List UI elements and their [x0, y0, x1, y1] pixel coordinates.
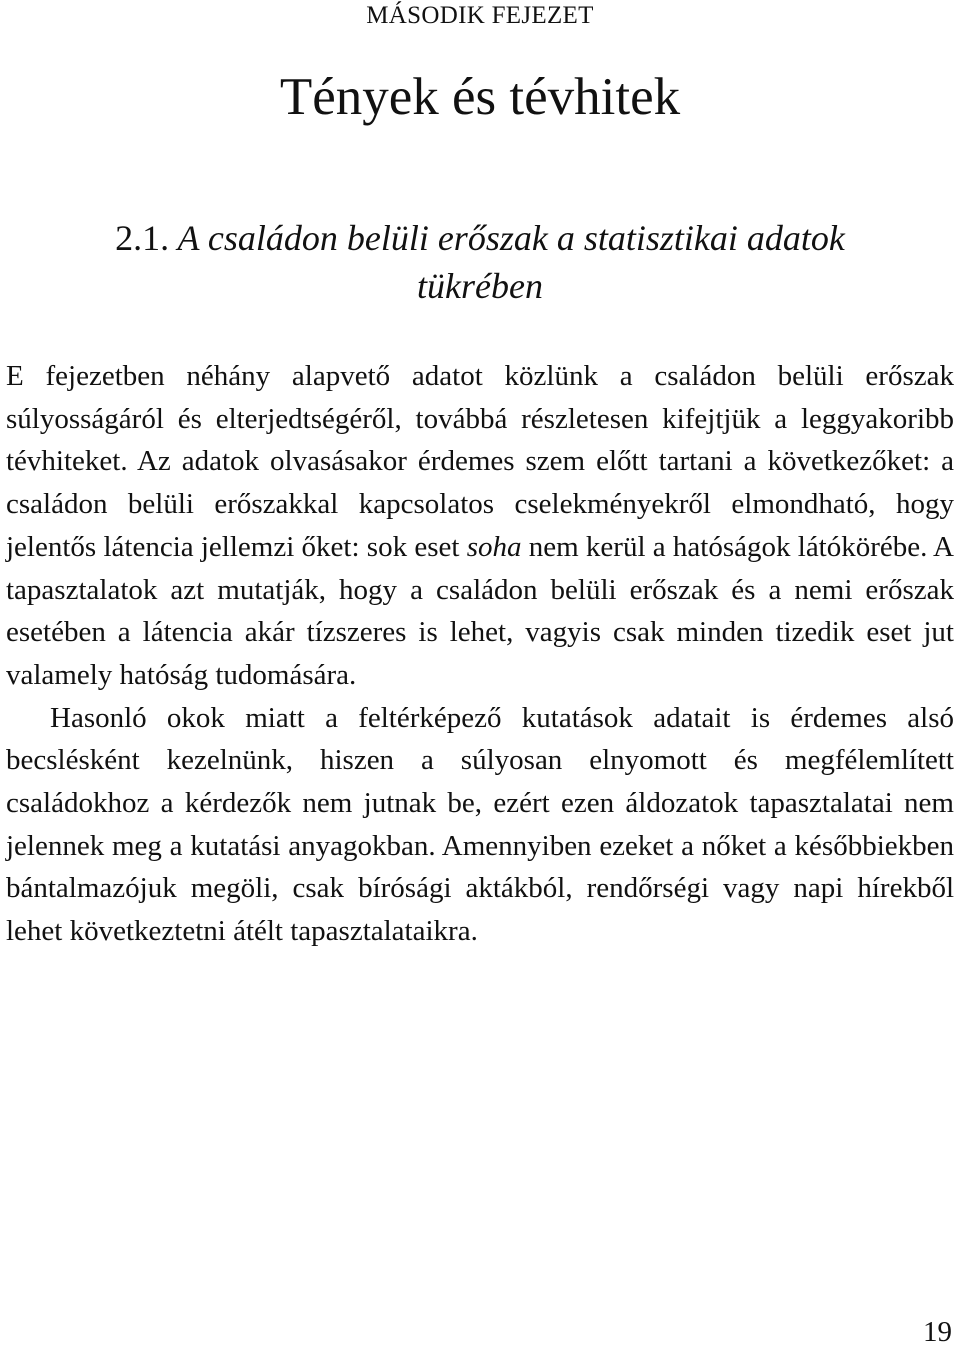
chapter-label: MÁSODIK FEJEZET [366, 2, 594, 29]
paragraph-1 [6, 355, 954, 697]
page-number: 19 [923, 1316, 952, 1348]
paragraph-1-part-2: nem kerül a hatóságok látókörébe. A tapasztalatok azt mutatják, hogy a családon belüli erőszak és a nemi erőszak esetében a látencia akár tízszeres is lehet, vagyis csak minden tizedik eset jut valamely hatóság tudomására. [6, 530, 954, 691]
emphasis-soha: soha [466, 530, 522, 563]
section-number: 2.1. [115, 218, 170, 258]
body-text [6, 355, 954, 953]
section-heading [50, 214, 910, 310]
paragraph-2: Hasonló okok miatt a feltérképező kutatások adatait is érdemes alsó becslésként kezelnünk, hiszen a súlyosan elnyomott és megfélemlített családokhoz a kérdezők nem jutnak be, ezért ezen áldozatok tapasztalatai nem jelennek meg a kutatási anyagokban. Amennyiben ezeket a nőket a későbbiekben bántalmazójuk megöli, csak bírósági aktákból, rendőrségi vagy napi hírekből lehet következtetni átélt tapasztalataikra. [6, 701, 954, 948]
chapter-title: Tények és tévhitek [279, 68, 681, 126]
paragraph-1-part-1: E fejezetben néhány alapvető adatot közlünk a családon belüli erőszak súlyosságáról és elterjedtségéről, továbbá részletesen kifejtjük a leggyakoribb tévhiteket. Az adatok olvasásakor érdemes szem előtt tartani a következőket: a családon belüli erőszakkal kapcsolatos cselekményekről elmondható, hogy jelentős látencia jellemzi őket: sok eset [6, 360, 954, 563]
section-title: A családon belüli erőszak a statisztikai adatok tükrében [177, 218, 845, 306]
